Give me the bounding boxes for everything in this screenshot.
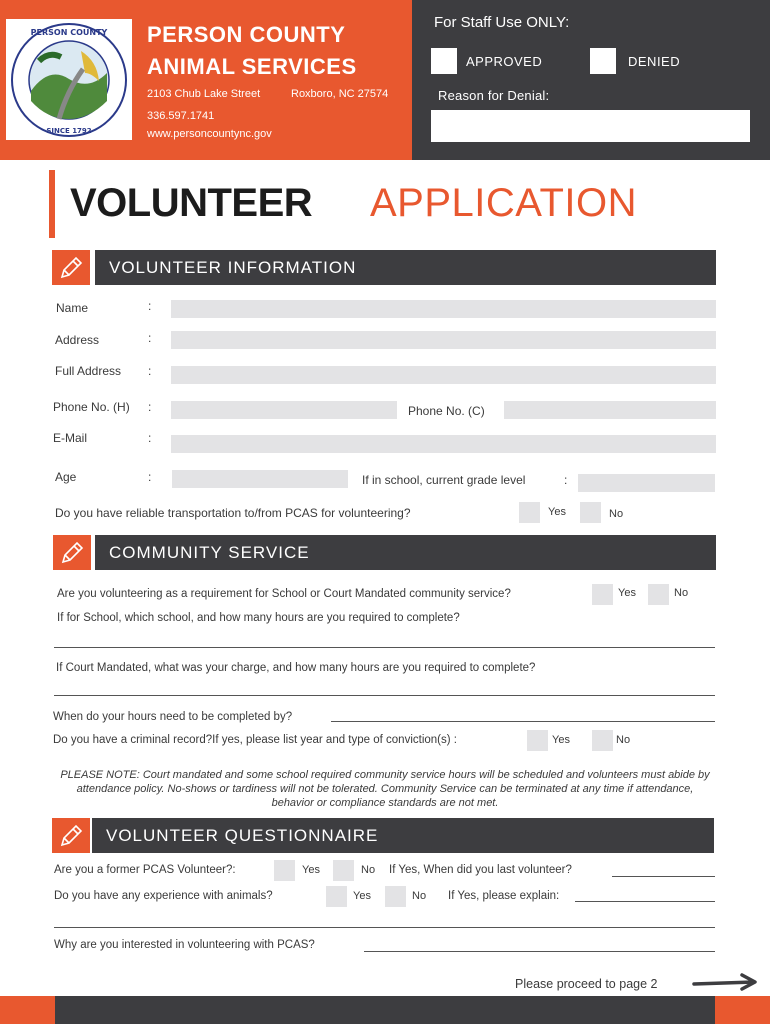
criminal-record-question: Do you have a criminal record?If yes, please list year and type of conviction(s) :: [53, 734, 457, 746]
approved-label: APPROVED: [466, 54, 543, 69]
page-title-volunteer: VOLUNTEER: [70, 181, 313, 225]
age-colon: :: [148, 470, 152, 484]
transport-yes-checkbox[interactable]: [519, 502, 540, 523]
community-no-label: No: [674, 587, 689, 599]
pencil-icon: [52, 818, 90, 853]
explain-label: If Yes, please explain:: [448, 890, 560, 902]
phone-home-colon: :: [148, 400, 152, 414]
svg-text:PERSON COUNTY: PERSON COUNTY: [30, 27, 108, 37]
criminal-yes-label: Yes: [552, 734, 570, 746]
age-field[interactable]: [172, 470, 348, 488]
school-hours-answer-line[interactable]: [54, 647, 715, 648]
court-mandated-answer-line[interactable]: [54, 695, 715, 696]
former-no-label: No: [361, 864, 376, 876]
denied-checkbox[interactable]: [590, 48, 616, 74]
community-yes-label: Yes: [618, 587, 636, 599]
last-volunteer-question: If Yes, When did you last volunteer?: [389, 864, 572, 876]
svg-text:SINCE 1792: SINCE 1792: [46, 126, 92, 135]
phone-cell-field[interactable]: [504, 401, 716, 419]
former-yes-label: Yes: [302, 864, 320, 876]
approved-checkbox[interactable]: [431, 48, 457, 74]
phone-home-field[interactable]: [171, 401, 397, 419]
phone-home-label: Phone No. (H): [53, 400, 130, 414]
criminal-yes-checkbox[interactable]: [527, 730, 548, 751]
transport-no-label: No: [609, 508, 624, 520]
school-hours-question: If for School, which school, and how many hours are you required to complete?: [57, 612, 460, 624]
animal-experience-question: Do you have any experience with animals?: [54, 890, 273, 902]
grade-colon: :: [564, 473, 568, 487]
name-field[interactable]: [171, 300, 716, 318]
reason-for-denial-field[interactable]: [431, 110, 750, 142]
completion-date-line[interactable]: [331, 721, 715, 722]
phone-cell-label: Phone No. (C): [408, 404, 485, 418]
denied-label: DENIED: [628, 54, 681, 69]
footer-accent-left: [0, 996, 55, 1024]
transport-yes-label: Yes: [548, 506, 566, 518]
pencil-icon: [52, 250, 90, 285]
completion-date-question: When do your hours need to be completed by?: [53, 711, 293, 723]
street-address: 2103 Chub Lake Street: [147, 88, 261, 100]
footer-accent-right: [715, 996, 770, 1024]
email-colon: :: [148, 431, 152, 445]
footer-bar: [55, 996, 715, 1024]
grade-label: If in school, current grade level: [362, 473, 526, 487]
pencil-icon: [53, 535, 91, 570]
experience-no-checkbox[interactable]: [385, 886, 406, 907]
email-field[interactable]: [171, 435, 716, 453]
city-state: Roxboro, NC 27574: [291, 88, 389, 100]
reason-label: Reason for Denial:: [438, 88, 550, 103]
age-label: Age: [55, 470, 77, 484]
website-link[interactable]: www.personcountync.gov: [147, 128, 272, 140]
full-address-field[interactable]: [171, 366, 716, 384]
org-name-line2: ANIMAL SERVICES: [147, 54, 357, 79]
section-volunteer-information: VOLUNTEER INFORMATION: [95, 250, 716, 285]
title-accent-bar: [49, 170, 55, 238]
seal-icon: [9, 21, 129, 139]
interest-answer-line[interactable]: [364, 951, 715, 952]
criminal-no-checkbox[interactable]: [592, 730, 613, 751]
former-no-checkbox[interactable]: [333, 860, 354, 881]
explain-line[interactable]: [575, 901, 715, 902]
grade-field[interactable]: [578, 474, 715, 492]
phone-number: 336.597.1741: [147, 110, 215, 122]
experience-yes-label: Yes: [353, 890, 371, 902]
experience-yes-checkbox[interactable]: [326, 886, 347, 907]
email-label: E-Mail: [53, 431, 88, 445]
interest-question: Why are you interested in volunteering with PCAS?: [54, 939, 315, 951]
proceed-text: Please proceed to page 2: [515, 977, 658, 991]
former-volunteer-question: Are you a former PCAS Volunteer?:: [54, 864, 236, 876]
org-name-line1: PERSON COUNTY: [147, 22, 346, 47]
arrow-right-icon: [692, 972, 758, 994]
full-address-label: Full Address: [55, 364, 122, 378]
county-seal-logo: [6, 19, 132, 140]
explain-answer-line[interactable]: [54, 927, 715, 928]
community-service-question: Are you volunteering as a requirement for School or Court Mandated community service?: [57, 588, 511, 600]
section-volunteer-questionnaire: VOLUNTEER QUESTIONNAIRE: [92, 818, 714, 853]
name-label: Name: [56, 301, 89, 315]
experience-no-label: No: [412, 890, 427, 902]
page-title-application: APPLICATION: [370, 181, 638, 225]
address-field[interactable]: [171, 331, 716, 349]
address-label: Address: [55, 333, 100, 347]
transport-question: Do you have reliable transportation to/from PCAS for volunteering?: [55, 506, 411, 520]
community-no-checkbox[interactable]: [648, 584, 669, 605]
address-colon: :: [148, 331, 152, 345]
full-address-colon: :: [148, 364, 152, 378]
name-colon: :: [148, 299, 152, 313]
please-note-text: PLEASE NOTE: Court mandated and some school required community service hours will be scheduled and volunteers must abide by attendance policy. No-shows or tardiness will not be tolerated. Community Service can be terminated at any time if attendance, behavior or compliance standards are not met.: [60, 769, 710, 809]
criminal-no-label: No: [616, 734, 631, 746]
former-yes-checkbox[interactable]: [274, 860, 295, 881]
transport-no-checkbox[interactable]: [580, 502, 601, 523]
staff-use-title: For Staff Use ONLY:: [434, 14, 570, 31]
last-volunteer-line[interactable]: [612, 876, 715, 877]
section-community-service: COMMUNITY SERVICE: [95, 535, 716, 570]
court-mandated-question: If Court Mandated, what was your charge, and how many hours are you required to complete?: [56, 662, 536, 674]
community-yes-checkbox[interactable]: [592, 584, 613, 605]
